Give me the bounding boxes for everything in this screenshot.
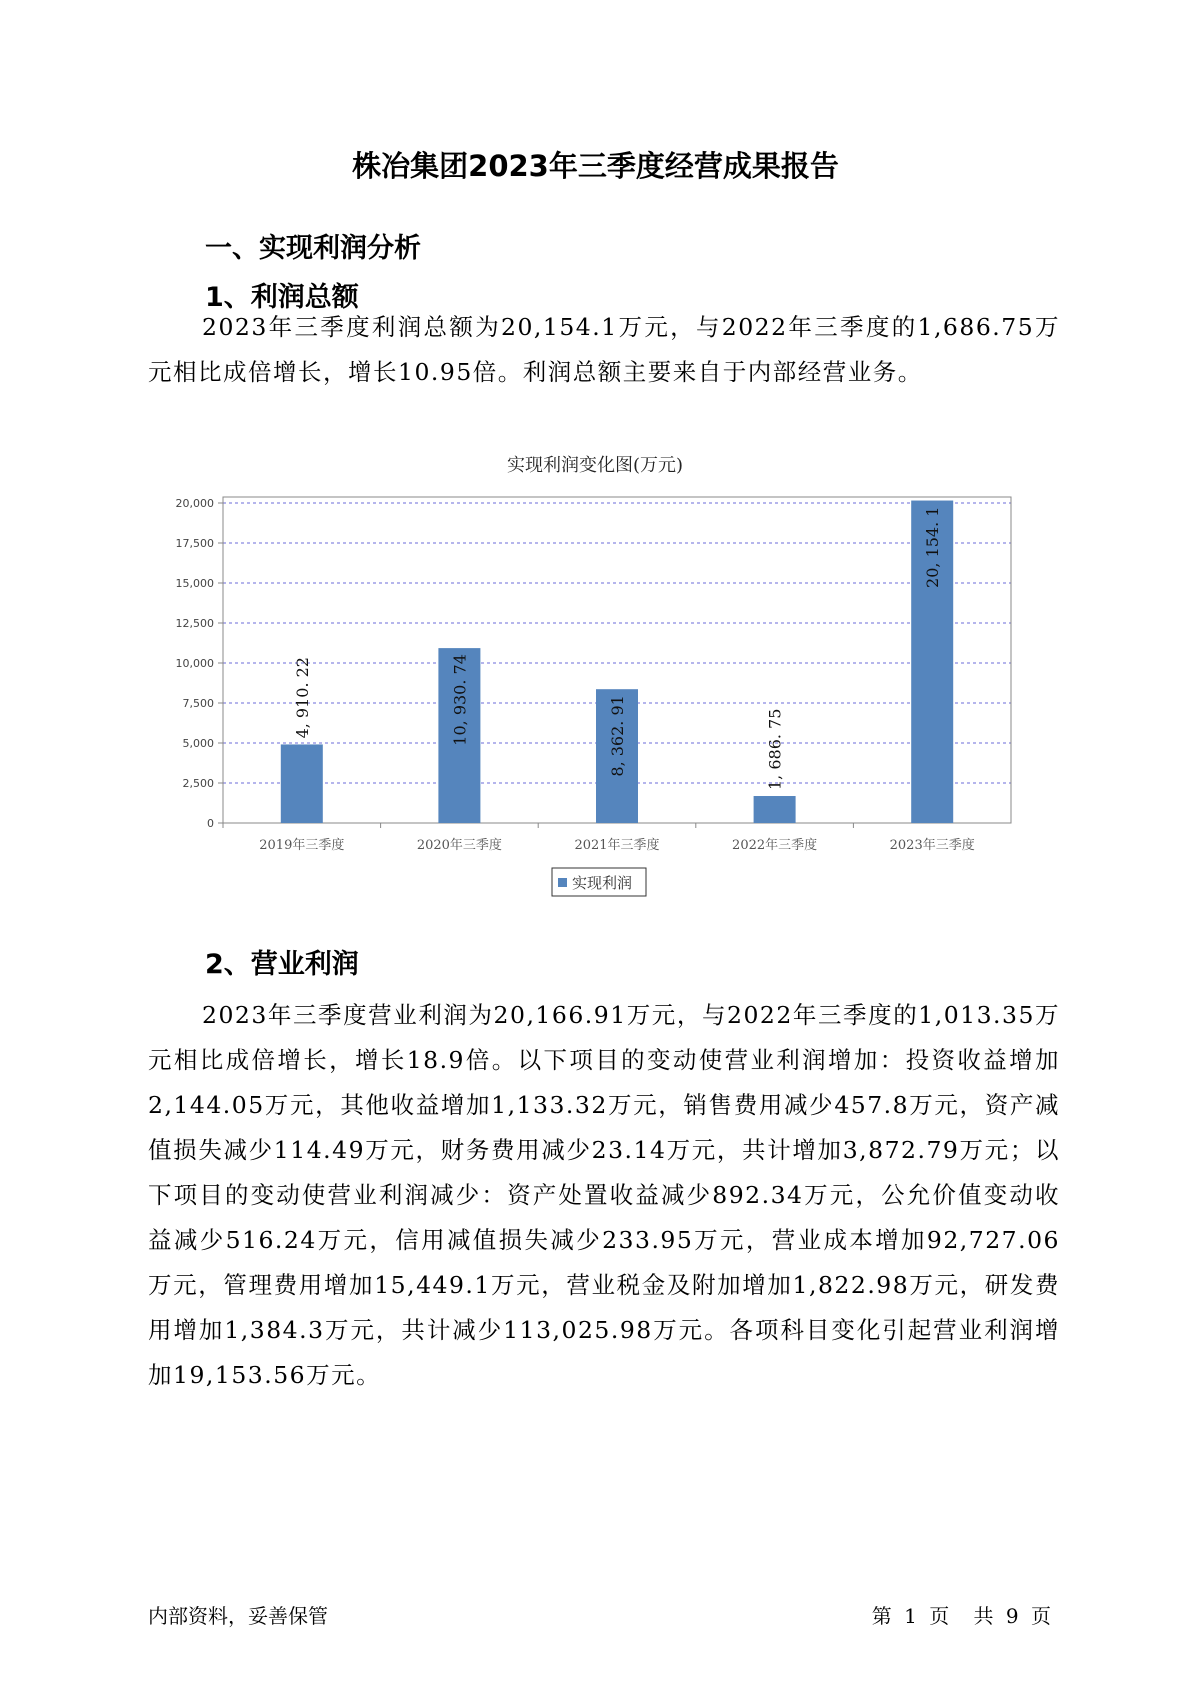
footer-total-number: 9	[1005, 1604, 1019, 1628]
legend-label: 实现利润	[572, 874, 633, 892]
bar	[754, 796, 796, 823]
bar-value-label: 20, 154. 1	[923, 506, 943, 588]
x-tick-label: 2023年三季度	[889, 838, 975, 853]
y-tick-label: 20,000	[175, 497, 214, 510]
bar	[281, 744, 323, 823]
x-tick-label: 2021年三季度	[574, 838, 660, 853]
y-tick-label: 5,000	[182, 737, 214, 750]
bar-value-label: 1, 686. 75	[765, 708, 785, 791]
page-title: 株冶集团2023年三季度经营成果报告	[352, 149, 839, 183]
subsection-heading-operating-profit: 2、营业利润	[205, 949, 359, 980]
operating-profit-paragraph: 2023年三季度营业利润为20,166.91万元，与2022年三季度的1,013.35万元相比成倍增长，增长18.9倍。以下项目的变动使营业利润增加：投资收益增加2,144.05万元，其他收益增加1,133.32万元，销售费用减少457.8万元，资产减值损失减少114.49万元，财务费用减少23.14万元，共计增加3,872.79万元；以下项目的变动使营业利润减少：资产处置收益减少892.34万元，公允价值变动收益减少516.24万元，信用减值损失减少233.95万元，营业成本增加92,727.06万元，管理费用增加15,449.1万元，营业税金及附加增加1,822.98万元，研发费用增加1,384.3万元，共计减少113,025.98万元。各项科目变化引起营业利润增加19,153.56万元。	[148, 1001, 1060, 1389]
y-tick-label: 12,500	[175, 617, 214, 630]
footer-page-number: 1	[904, 1604, 917, 1628]
x-tick-label: 2022年三季度	[732, 838, 818, 853]
y-tick-label: 2,500	[182, 777, 214, 790]
y-tick-label: 0	[207, 817, 214, 830]
x-tick-label: 2019年三季度	[259, 838, 345, 853]
footer-total-unit: 页	[1031, 1604, 1051, 1628]
bar-value-label: 4, 910. 22	[292, 657, 312, 739]
footer-page-info	[866, 1600, 1051, 1629]
y-tick-label: 17,500	[175, 537, 214, 550]
footer-page-unit: 页	[929, 1604, 950, 1628]
bar-value-label: 10, 930. 74	[450, 654, 470, 746]
y-tick-label: 10,000	[175, 657, 214, 670]
y-tick-label: 15,000	[175, 577, 214, 590]
footer-page-prefix: 第	[871, 1604, 892, 1628]
total-profit-paragraph: 2023年三季度利润总额为20,154.1万元，与2022年三季度的1,686.75万元相比成倍增长，增长10.95倍。利润总额主要来自于内部经营业务。	[148, 313, 1060, 386]
footer-confidential-note: 内部资料，妥善保管	[148, 1604, 328, 1628]
footer-total-prefix: 共	[973, 1604, 994, 1628]
chart-title: 实现利润变化图(万元)	[506, 455, 684, 476]
subsection-heading-total-profit: 1、利润总额	[205, 282, 359, 313]
section-heading-profit-analysis: 一、实现利润分析	[205, 233, 421, 264]
x-tick-label: 2020年三季度	[416, 838, 502, 853]
y-tick-label: 7,500	[182, 697, 214, 710]
legend-swatch	[558, 878, 567, 887]
bar-value-label: 8, 362. 91	[608, 695, 627, 777]
